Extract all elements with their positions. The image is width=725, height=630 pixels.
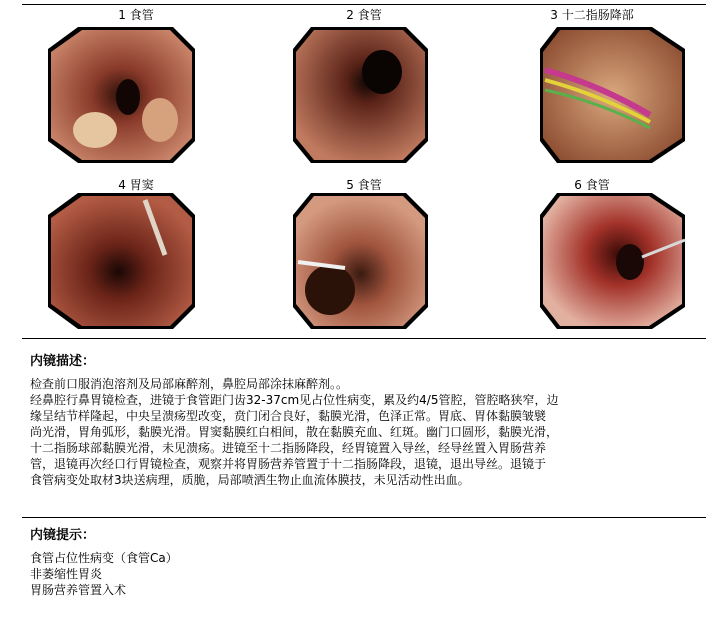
- description-line: 缘呈结节样隆起，中央呈溃疡型改变，贲门闭合良好，黏膜光滑，色泽正常。胃底、胃体黏膜皱襞: [30, 409, 547, 423]
- description-line: 检查前口服消泡溶剂及局部麻醉剂，鼻腔局部涂抹麻醉剂。。: [30, 377, 349, 391]
- description-line: 尚光滑，胃角弧形，黏膜光滑。胃窦黏膜红白相间，散在黏膜充血、红斑。幽门口圆形，黏膜光滑，: [30, 425, 559, 439]
- finding-item: 胃肠营养管置入术: [30, 583, 127, 597]
- section-divider: [22, 517, 706, 518]
- endoscopy-image-5: [293, 193, 428, 329]
- findings-heading: 内镜提示：: [30, 528, 96, 543]
- description-line: 十二指肠球部黏膜光滑，未见溃疡。进镜至十二指肠降段，经胃镜置入导丝，经导丝置入胃肠营养: [30, 441, 547, 455]
- description-text: [30, 376, 650, 488]
- endoscopy-image-1: [48, 27, 195, 163]
- finding-item: 非萎缩性胃炎: [30, 567, 103, 581]
- image-caption: 4 胃窦: [118, 178, 154, 192]
- description-line: 管，退镜再次经口行胃镜检查，观察并将胃肠营养管置于十二指肠降段，退镜，退出导丝。退镜于: [30, 457, 547, 471]
- endoscopy-image-6: [540, 193, 685, 329]
- description-heading: 内镜描述：: [30, 354, 96, 369]
- image-caption: 3 十二指肠降部: [550, 8, 634, 22]
- endoscopy-image-2: [293, 27, 428, 163]
- endoscopy-image-3: [540, 27, 685, 163]
- image-caption: 1 食管: [118, 8, 154, 22]
- image-caption: 5 食管: [346, 178, 382, 192]
- findings-list: [30, 550, 650, 598]
- endoscopy-image-4: [48, 193, 195, 329]
- description-line: 食管病变处取材3块送病理，质脆，局部喷洒生物止血流体膜技，未见活动性出血。: [30, 473, 470, 487]
- finding-item: 食管占位性病变（食管Ca）: [30, 551, 178, 565]
- image-caption: 2 食管: [346, 8, 382, 22]
- section-divider: [22, 338, 706, 339]
- description-line: 经鼻腔行鼻胃镜检查，进镜于食管距门齿32-37cm见占位性病变，累及约4/5管腔，管腔略狭窄，边: [30, 393, 559, 407]
- image-caption: 6 食管: [574, 178, 610, 192]
